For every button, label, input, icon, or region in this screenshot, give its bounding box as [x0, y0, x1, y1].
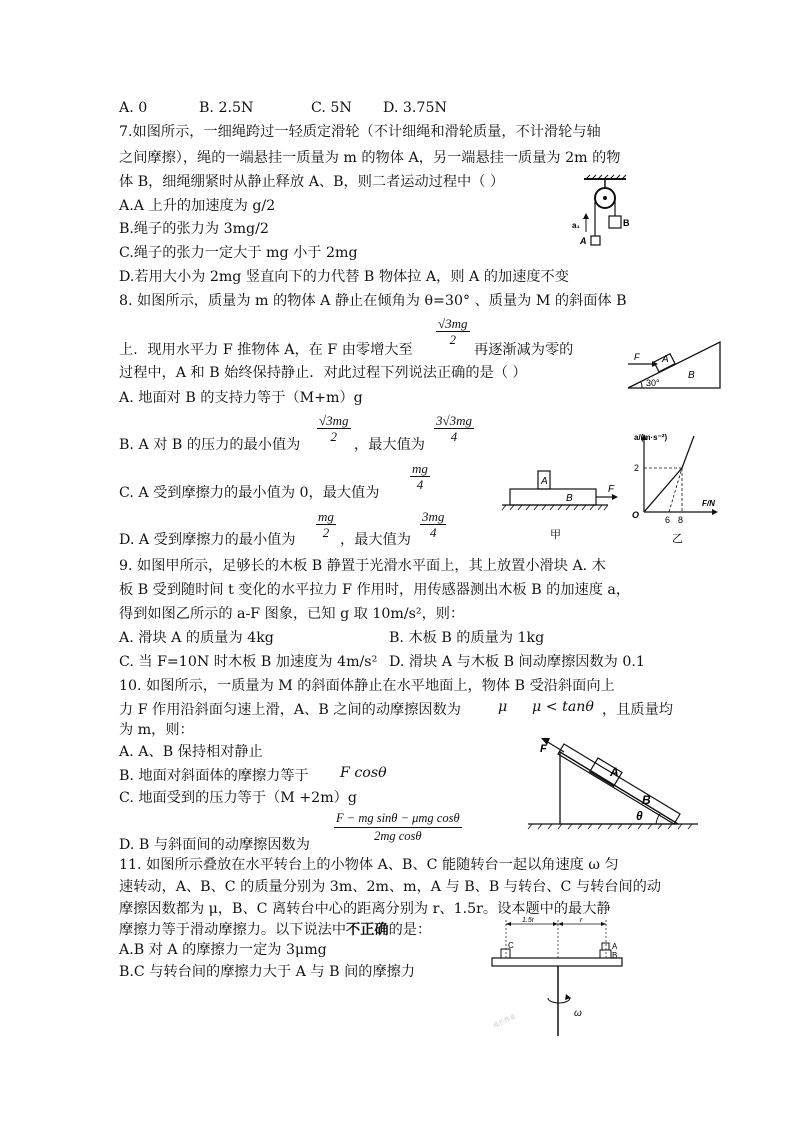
q7-option-d: D.若用大小为 2mg 竖直向下的力代替 B 物体拉 A，则 A 的加速度不变	[119, 269, 569, 285]
q9-yi-tick-x1: 6	[665, 515, 671, 525]
q10-option-d-frac: F − mg sinθ − μmg cosθ 2mg cosθ	[336, 811, 460, 843]
q9-yi-ylabel: a/(m·s⁻²)	[634, 433, 668, 442]
q10-incline-figure	[528, 740, 698, 834]
q6-option-b: B. 2.5N	[199, 100, 254, 116]
q11-stem-line1: 11. 如图所示叠放在水平转台上的小物体 A、B、C 能随转台一起以角速度 ω 匀	[119, 857, 619, 873]
q8-label-a: A	[662, 354, 669, 365]
q8-incline-figure	[606, 338, 726, 394]
q10-option-a: A. A、B 保持相对静止	[119, 744, 263, 760]
q11-stem-line4a: 摩擦力等于滑动摩擦力。以下说法中	[119, 922, 347, 938]
q7-stem-line3: 体 B，细绳绷紧时从静止释放 A、B，则二者运动过程中（ ）	[119, 174, 505, 190]
q9-stem-line1: 9. 如图甲所示，足够长的木板 B 静置于光滑水平面上，其上放置小滑块 A. 木	[119, 558, 606, 574]
q9-options-row2	[119, 652, 645, 672]
q9-label-a: A	[541, 476, 548, 487]
q6-option-a: A. 0	[119, 100, 148, 116]
q6-option-d: D. 3.75N	[383, 100, 447, 116]
q11-label-c: C	[508, 941, 514, 950]
q10-label-f: F	[540, 743, 547, 755]
q11-watermark: 成长作业	[492, 1013, 517, 1030]
q10-block-b	[558, 744, 680, 824]
q11-stem-emphasis: 不正确	[346, 922, 389, 938]
q11-block-a	[602, 943, 609, 950]
q11-block-b	[600, 950, 611, 958]
q11-option-a: A.B 对 A 的摩擦力一定为 3μmg	[119, 942, 327, 958]
q9-option-b: B. 木板 B 的质量为 1kg	[389, 630, 545, 646]
q7-label-b: B	[623, 218, 630, 228]
q10-label-theta: θ	[636, 809, 643, 823]
q11-label-b: B	[612, 951, 618, 960]
q10-option-b-pre: B. 地面对斜面体的摩擦力等于	[119, 768, 309, 784]
q8-option-b-mid: ，最大值为	[354, 437, 425, 453]
q10-condition: μ < tanθ	[532, 699, 594, 715]
q7-stem-line1: 7.如图所示，一细绳跨过一轻质定滑轮（不计细绳和滑轮质量，不计滑轮与轴	[119, 124, 601, 140]
q9-yi-tick-y: 2	[634, 463, 640, 473]
q9-yi-line-1	[644, 468, 682, 512]
q9-option-c: C. 当 F=10N 时木板 B 加速度为 4m/s²	[119, 654, 378, 670]
q7-label-a: A	[580, 236, 587, 246]
q6-option-c: C. 5N	[311, 100, 352, 116]
q9-option-d: D. 滑块 A 与木板 B 间动摩擦因数为 0.1	[389, 654, 645, 670]
q9-figure-jia	[502, 468, 626, 541]
q9-option-a: A. 滑块 A 的质量为 4kg	[119, 630, 274, 646]
q8-stem-line2a: 上．现用水平力 F 推物体 A，在 F 由零增大至	[119, 342, 413, 358]
q9-stem-line3: 得到如图乙所示的 a-F 图象，已知 g 取 10m/s²，则：	[119, 606, 465, 622]
q10-option-c: C. 地面受到的压力等于（M +2m）g	[119, 790, 357, 806]
q7-block-a	[591, 236, 600, 245]
q10-stem-line1: 10. 如图所示，一质量为 M 的斜面体静止在水平地面上，物体 B 受沿斜面向上	[119, 678, 615, 694]
q10-label-b: B	[642, 793, 651, 807]
q9-yi-tick-x2: 8	[678, 515, 684, 525]
q10-option-d-pre: D. B 与斜面间的动摩擦因数为	[119, 837, 310, 853]
q9-figure-yi	[630, 432, 730, 545]
q11-label-omega: ω	[574, 1008, 582, 1019]
q8-option-c-frac: $\frac{mg}{4}$	[412, 461, 428, 492]
q8-label-b: B	[688, 370, 695, 381]
q7-option-b: B.绳子的张力为 3mg/2	[119, 221, 269, 237]
q10-label-a: A	[610, 765, 619, 779]
q8-option-d-frac-max: $\frac{3mg}{4}$	[422, 509, 445, 540]
q7-label-a1: a₁	[572, 221, 580, 230]
q8-frac-f-max: $\frac{√3mg}{2}$	[438, 316, 468, 347]
q9-caption-jia: 甲	[550, 529, 561, 541]
q8-option-a: A. 地面对 B 的支持力等于（M+m）g	[119, 390, 363, 406]
q10-option-b-expr: F cosθ	[340, 765, 387, 781]
q9-stem-line2: 板 B 受到随时间 t 变化的水平拉力 F 作用时，用传感器测出木板 B 的加速度 a，	[119, 582, 631, 598]
q11-option-b: B.C 与转台间的摩擦力大于 A 与 B 间的摩擦力	[119, 964, 416, 980]
q9-label-f: F	[608, 484, 615, 495]
q10-stem-line3: 为 m，则：	[119, 722, 194, 738]
q8-stem-line3: 过程中，A 和 B 始终保持静止．对此过程下列说法正确的是（ ）	[119, 365, 527, 381]
q9-options-row1	[119, 628, 544, 648]
q8-stem-line1: 8. 如图所示，质量为 m 的物体 A 静止在倾角为 θ=30° 、质量为 M 的斜面体 B	[119, 293, 627, 309]
q10-mu: μ	[498, 699, 508, 715]
q7-option-a: A.A 上升的加速度为 g/2	[119, 198, 276, 214]
q8-stem-line2b: 再逐渐减为零的	[474, 342, 574, 358]
q11-turntable	[492, 958, 622, 966]
q7-stem-line2: 之间摩擦），绳的一端悬挂一质量为 m 的物体 A，另一端悬挂一质量为 2m 的物	[119, 150, 621, 166]
q9-board-b	[510, 489, 596, 505]
q11-label-d1: 1.5r	[522, 917, 535, 924]
q8-option-b-frac-min: $\frac{√3mg}{2}$	[319, 413, 349, 444]
q7-block-b	[609, 216, 621, 228]
q9-yi-origin: O	[632, 510, 640, 520]
q7-pulley-figure	[572, 176, 632, 256]
q11-stem-line3: 摩擦因数都为 μ，B、C 离转台中心的距离分别为 r、1.5r。设本题中的最大静	[119, 901, 611, 917]
q11-stem-line2: 速转动，A、B、C 的质量分别为 3m、2m、m，A 与 B、B 与转台、C 与转台间的动	[119, 879, 662, 895]
q11-label-a: A	[612, 942, 618, 951]
q11-block-c	[501, 949, 510, 958]
q10-stem-line2b: ，且质量均	[602, 702, 673, 718]
q8-label-angle: 30°	[646, 378, 660, 388]
q9-yi-xlabel: F/N	[702, 499, 715, 508]
q9-caption-yi: 乙	[672, 533, 683, 545]
q9-yi-line-2	[682, 436, 694, 468]
q8-option-d-mid: ，最大值为	[340, 532, 411, 548]
q10-stem-line2a: 力 F 作用沿斜面匀速上滑，A、B 之间的动摩擦因数为	[119, 702, 461, 718]
q8-option-c-pre: C. A 受到摩擦力的最小值为 0，最大值为	[119, 485, 380, 501]
q8-option-d-pre: D. A 受到摩擦力的最小值为	[119, 532, 296, 548]
q8-option-b-frac-max: $\frac{3√3mg}{4}$	[436, 413, 473, 444]
q11-label-d2: r	[580, 917, 583, 924]
q8-label-f: F	[634, 352, 640, 362]
q11-stem-line4	[119, 920, 431, 940]
q11-stem-line4c: 的是：	[388, 922, 432, 938]
q8-option-b-pre: B. A 对 B 的压力的最小值为	[119, 437, 301, 453]
q8-option-d-frac-min: $\frac{mg}{2}$	[318, 509, 334, 540]
q7-option-c: C.绳子的张力一定大于 mg 小于 2mg	[119, 245, 358, 261]
q11-turntable-figure	[492, 918, 632, 1040]
q6-options	[119, 98, 447, 118]
q9-label-b: B	[566, 493, 573, 504]
